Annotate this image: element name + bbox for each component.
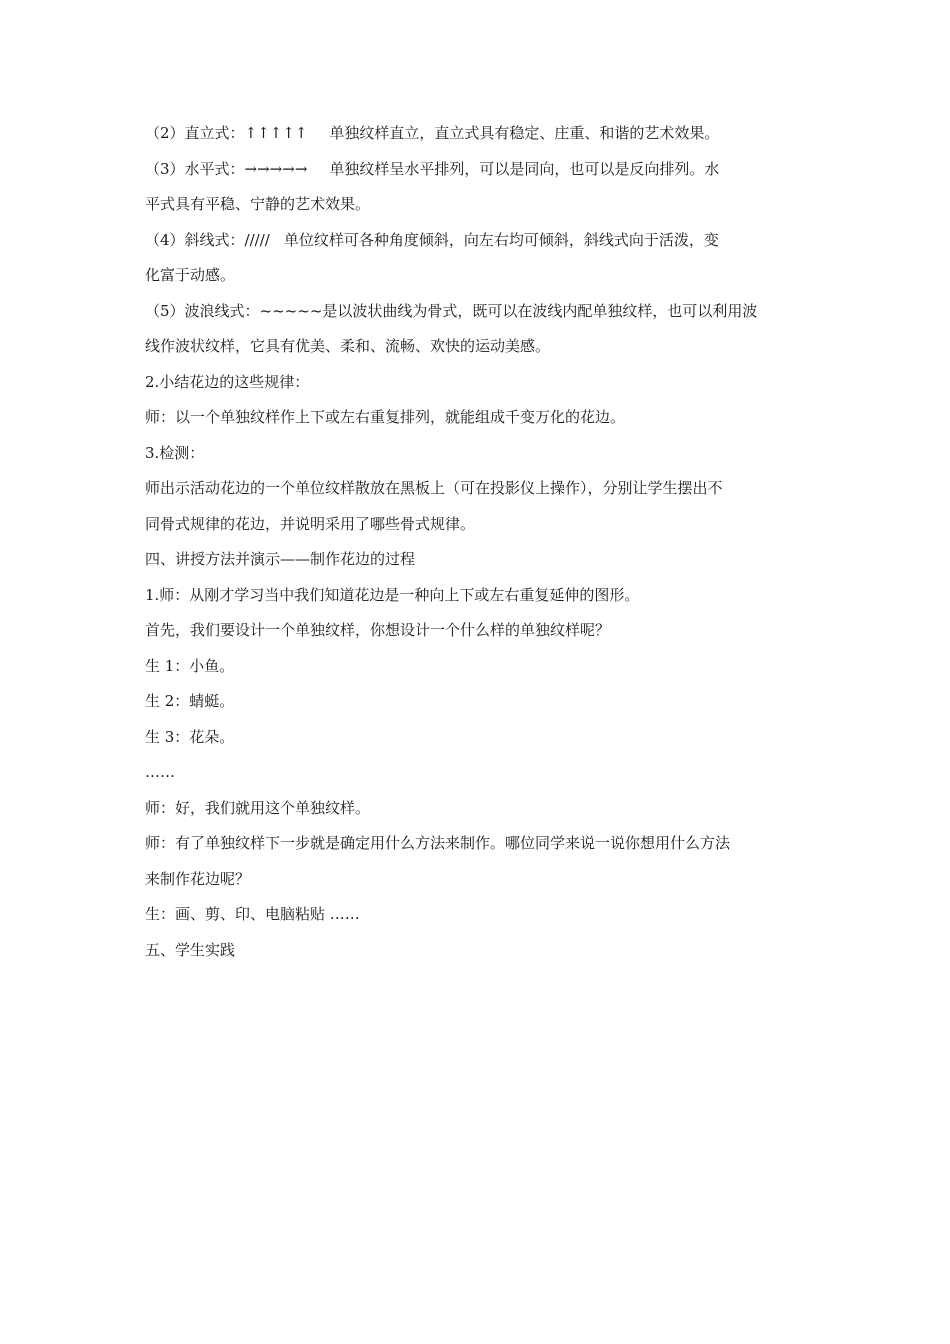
- line-text: 线作波状纹样，它具有优美、柔和、流畅、欢快的运动美感。: [145, 337, 551, 355]
- paragraph-line: [145, 826, 810, 862]
- paragraph-line: [145, 791, 810, 827]
- line-text: 师出示活动花边的一个单位纹样散放在黑板上（可在投影仪上操作），分别让学生摆出不: [145, 479, 723, 497]
- line-text: 师：以一个单独纹样作上下或左右重复排列，就能组成千变万化的花边。: [145, 408, 626, 426]
- item-label: （4）斜线式：: [145, 230, 245, 249]
- paragraph-line: [145, 684, 810, 720]
- line-text: 五、学生实践: [145, 940, 236, 959]
- line-text: 2.小结花边的这些规律：: [145, 372, 310, 391]
- item-label: （5）波浪线式：: [145, 301, 260, 320]
- line-text: 首先，我们要设计一个单独纹样，你想设计一个什么样的单独纹样呢？: [145, 621, 611, 639]
- line-text: ……: [145, 763, 175, 781]
- paragraph-line: [145, 897, 810, 933]
- item-label: （2）直立式：: [145, 124, 245, 142]
- paragraph-line: [145, 152, 810, 188]
- line-text: 生 3：花朵。: [145, 727, 235, 746]
- paragraph-line: [145, 365, 810, 401]
- paragraph-line: [145, 649, 810, 685]
- line-text: 来制作花边呢？: [145, 869, 251, 888]
- item-label: （3）水平式：: [145, 159, 245, 178]
- paragraph-line: [145, 329, 810, 365]
- line-text: 生 1：小鱼。: [145, 656, 235, 675]
- line-text: 同骨式规律的花边，并说明采用了哪些骨式规律。: [145, 514, 476, 533]
- paragraph-line: [145, 400, 810, 436]
- section-heading: [145, 542, 810, 578]
- paragraph-line: [145, 116, 810, 152]
- paragraph-line: [145, 223, 810, 259]
- paragraph-line: [145, 720, 810, 756]
- line-text: 平式具有平稳、宁静的艺术效果。: [145, 195, 371, 213]
- pattern-arrows-right: →→→→→: [244, 159, 308, 178]
- pattern-arrows-up: ↑↑↑↑↑: [244, 124, 308, 142]
- line-text: 1.师：从刚才学习当中我们知道花边是一种向上下或左右重复延伸的图形。: [145, 585, 640, 604]
- paragraph-line: [145, 578, 810, 614]
- line-text: 是以波状曲线为骨式，既可以在波线内配单独纹样，也可以利用波: [322, 301, 758, 320]
- line-text: 四、讲授方法并演示——制作花边的过程: [145, 550, 416, 568]
- pattern-slashes: /////: [244, 230, 270, 249]
- line-text: 3.检测：: [145, 443, 205, 462]
- line-text: 生 2：蜻蜓。: [145, 692, 235, 710]
- document-body: [145, 116, 810, 968]
- line-text: 师：好，我们就用这个单独纹样。: [145, 798, 371, 817]
- line-text: 化富于动感。: [145, 266, 236, 284]
- line-text: 单独纹样呈水平排列，可以是同向，也可以是反向排列。水: [329, 159, 720, 178]
- line-text: 生：画、剪、印、电脑粘贴 ……: [145, 905, 360, 923]
- line-text: 师：有了单独纹样下一步就是确定用什么方法来制作。哪位同学来说一说你想用什么方法: [145, 834, 731, 852]
- paragraph-line: [145, 862, 810, 898]
- paragraph-line: [145, 613, 810, 649]
- line-text: 单独纹样直立，直立式具有稳定、庄重、和谐的艺术效果。: [329, 124, 720, 142]
- paragraph-line: [145, 187, 810, 223]
- paragraph-line: [145, 507, 810, 543]
- paragraph-line: [145, 258, 810, 294]
- section-heading: [145, 933, 810, 969]
- pattern-waves: ~~~~~: [259, 301, 323, 320]
- paragraph-line: [145, 436, 810, 472]
- line-text: 单位纹样可各种角度倾斜，向左右均可倾斜，斜线式向于活泼，变: [283, 230, 719, 249]
- paragraph-line: [145, 294, 810, 330]
- paragraph-line: [145, 755, 810, 791]
- paragraph-line: [145, 471, 810, 507]
